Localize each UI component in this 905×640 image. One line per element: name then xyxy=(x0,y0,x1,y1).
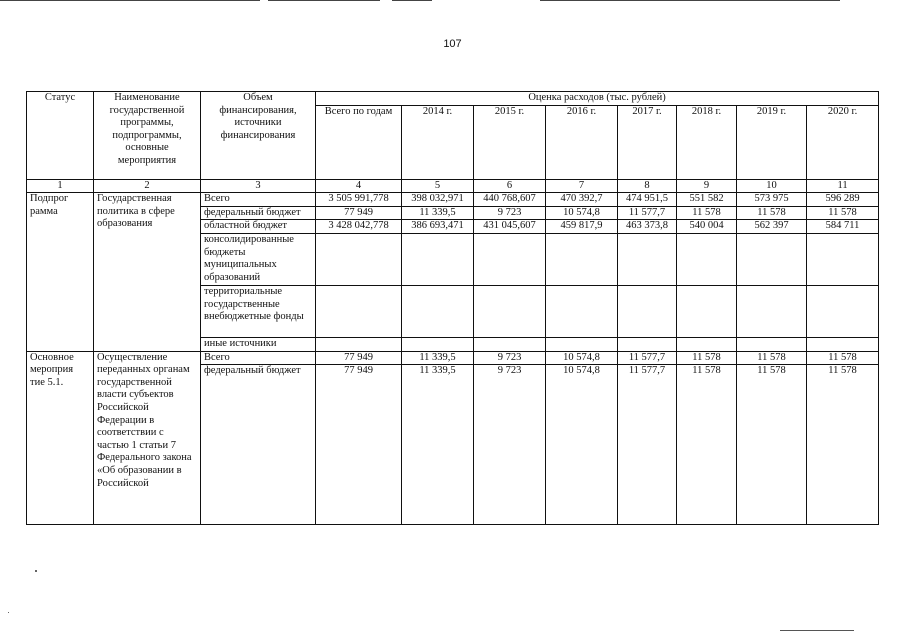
value-cell: 11 578 xyxy=(807,206,879,220)
table-row xyxy=(27,193,879,207)
bottom-scan-line xyxy=(780,630,854,631)
column-number: 10 xyxy=(737,179,807,193)
value-cell: 11 339,5 xyxy=(402,206,474,220)
column-number: 4 xyxy=(316,179,402,193)
value-cell xyxy=(546,285,618,337)
value-cell: 11 578 xyxy=(807,351,879,365)
value-cell: 584 711 xyxy=(807,220,879,234)
column-number: 11 xyxy=(807,179,879,193)
value-cell: 11 578 xyxy=(677,365,737,525)
source-cell: областной бюджет xyxy=(201,220,316,234)
source-cell: Всего xyxy=(201,351,316,365)
header-year: 2014 г. xyxy=(402,105,474,179)
value-cell: 9 723 xyxy=(474,351,546,365)
value-cell: 398 032,971 xyxy=(402,193,474,207)
value-cell: 77 949 xyxy=(316,365,402,525)
value-cell: 11 339,5 xyxy=(402,365,474,525)
scan-speck xyxy=(35,570,37,572)
name-cell: Государственная политика в сфере образования xyxy=(94,193,201,351)
value-cell xyxy=(546,337,618,351)
value-cell xyxy=(546,233,618,285)
source-cell: Всего xyxy=(201,193,316,207)
value-cell xyxy=(474,285,546,337)
value-cell: 431 045,607 xyxy=(474,220,546,234)
value-cell: 573 975 xyxy=(737,193,807,207)
value-cell xyxy=(807,233,879,285)
value-cell: 3 428 042,778 xyxy=(316,220,402,234)
value-cell xyxy=(618,285,677,337)
value-cell: 11 577,7 xyxy=(618,206,677,220)
column-number: 9 xyxy=(677,179,737,193)
value-cell: 10 574,8 xyxy=(546,351,618,365)
value-cell: 11 577,7 xyxy=(618,351,677,365)
value-cell: 540 004 xyxy=(677,220,737,234)
header-volume: Объем финансирования, источники финансирования xyxy=(201,92,316,180)
value-cell xyxy=(737,337,807,351)
value-cell: 596 289 xyxy=(807,193,879,207)
header-estimate: Оценка расходов (тыс. рублей) xyxy=(316,92,879,106)
status-cell: Основное мероприя тие 5.1. xyxy=(27,351,94,525)
value-cell xyxy=(737,285,807,337)
header-year: 2019 г. xyxy=(737,105,807,179)
value-cell: 562 397 xyxy=(737,220,807,234)
page-number: 107 xyxy=(443,38,462,50)
value-cell: 9 723 xyxy=(474,206,546,220)
column-number: 6 xyxy=(474,179,546,193)
header-name: Наименование государственной программы, подпрограммы, основные мероприятия xyxy=(94,92,201,180)
value-cell: 10 574,8 xyxy=(546,365,618,525)
header-year: 2016 г. xyxy=(546,105,618,179)
value-cell xyxy=(807,285,879,337)
table-row xyxy=(27,351,879,365)
column-number: 2 xyxy=(94,179,201,193)
status-cell: Подпрог рамма xyxy=(27,193,94,351)
value-cell xyxy=(316,233,402,285)
value-cell: 3 505 991,778 xyxy=(316,193,402,207)
column-number-row xyxy=(27,179,879,193)
value-cell: 11 339,5 xyxy=(402,351,474,365)
value-cell xyxy=(316,285,402,337)
value-cell xyxy=(402,337,474,351)
value-cell: 386 693,471 xyxy=(402,220,474,234)
name-cell: Осуществление переданных органам государственной власти субъектов Российской Федерации в соответствии с частью 1 статьи 7 Федерального закона «Об образовании в Российской xyxy=(94,351,201,525)
value-cell: 551 582 xyxy=(677,193,737,207)
top-scan-border xyxy=(0,0,905,3)
column-number: 1 xyxy=(27,179,94,193)
column-number: 3 xyxy=(201,179,316,193)
value-cell: 11 578 xyxy=(677,351,737,365)
value-cell xyxy=(618,233,677,285)
value-cell: 11 578 xyxy=(737,351,807,365)
header-year: 2015 г. xyxy=(474,105,546,179)
value-cell xyxy=(618,337,677,351)
value-cell xyxy=(677,337,737,351)
header-year: 2017 г. xyxy=(618,105,677,179)
value-cell: 474 951,5 xyxy=(618,193,677,207)
value-cell: 10 574,8 xyxy=(546,206,618,220)
value-cell: 9 723 xyxy=(474,365,546,525)
value-cell: 11 578 xyxy=(807,365,879,525)
source-cell: федеральный бюджет xyxy=(201,206,316,220)
value-cell: 11 578 xyxy=(737,206,807,220)
value-cell xyxy=(402,233,474,285)
header-year: 2020 г. xyxy=(807,105,879,179)
value-cell: 440 768,607 xyxy=(474,193,546,207)
value-cell xyxy=(677,285,737,337)
value-cell xyxy=(402,285,474,337)
column-number: 7 xyxy=(546,179,618,193)
value-cell xyxy=(677,233,737,285)
value-cell xyxy=(737,233,807,285)
column-number: 8 xyxy=(618,179,677,193)
value-cell: 77 949 xyxy=(316,351,402,365)
header-status: Статус xyxy=(27,92,94,180)
source-cell: федеральный бюджет xyxy=(201,365,316,525)
header-total: Всего по годам xyxy=(316,105,402,179)
scan-speck xyxy=(8,612,9,613)
source-cell: консолидированные бюджеты муниципальных образований xyxy=(201,233,316,285)
value-cell: 77 949 xyxy=(316,206,402,220)
value-cell: 463 373,8 xyxy=(618,220,677,234)
value-cell xyxy=(474,233,546,285)
value-cell xyxy=(807,337,879,351)
value-cell: 11 578 xyxy=(677,206,737,220)
value-cell xyxy=(316,337,402,351)
header-year: 2018 г. xyxy=(677,105,737,179)
value-cell: 11 578 xyxy=(737,365,807,525)
value-cell: 470 392,7 xyxy=(546,193,618,207)
header-row-1 xyxy=(27,92,879,106)
value-cell xyxy=(474,337,546,351)
budget-table xyxy=(26,91,879,525)
value-cell: 459 817,9 xyxy=(546,220,618,234)
column-number: 5 xyxy=(402,179,474,193)
source-cell: иные источники xyxy=(201,337,316,351)
value-cell: 11 577,7 xyxy=(618,365,677,525)
source-cell: территориальные государственные внебюджетные фонды xyxy=(201,285,316,337)
